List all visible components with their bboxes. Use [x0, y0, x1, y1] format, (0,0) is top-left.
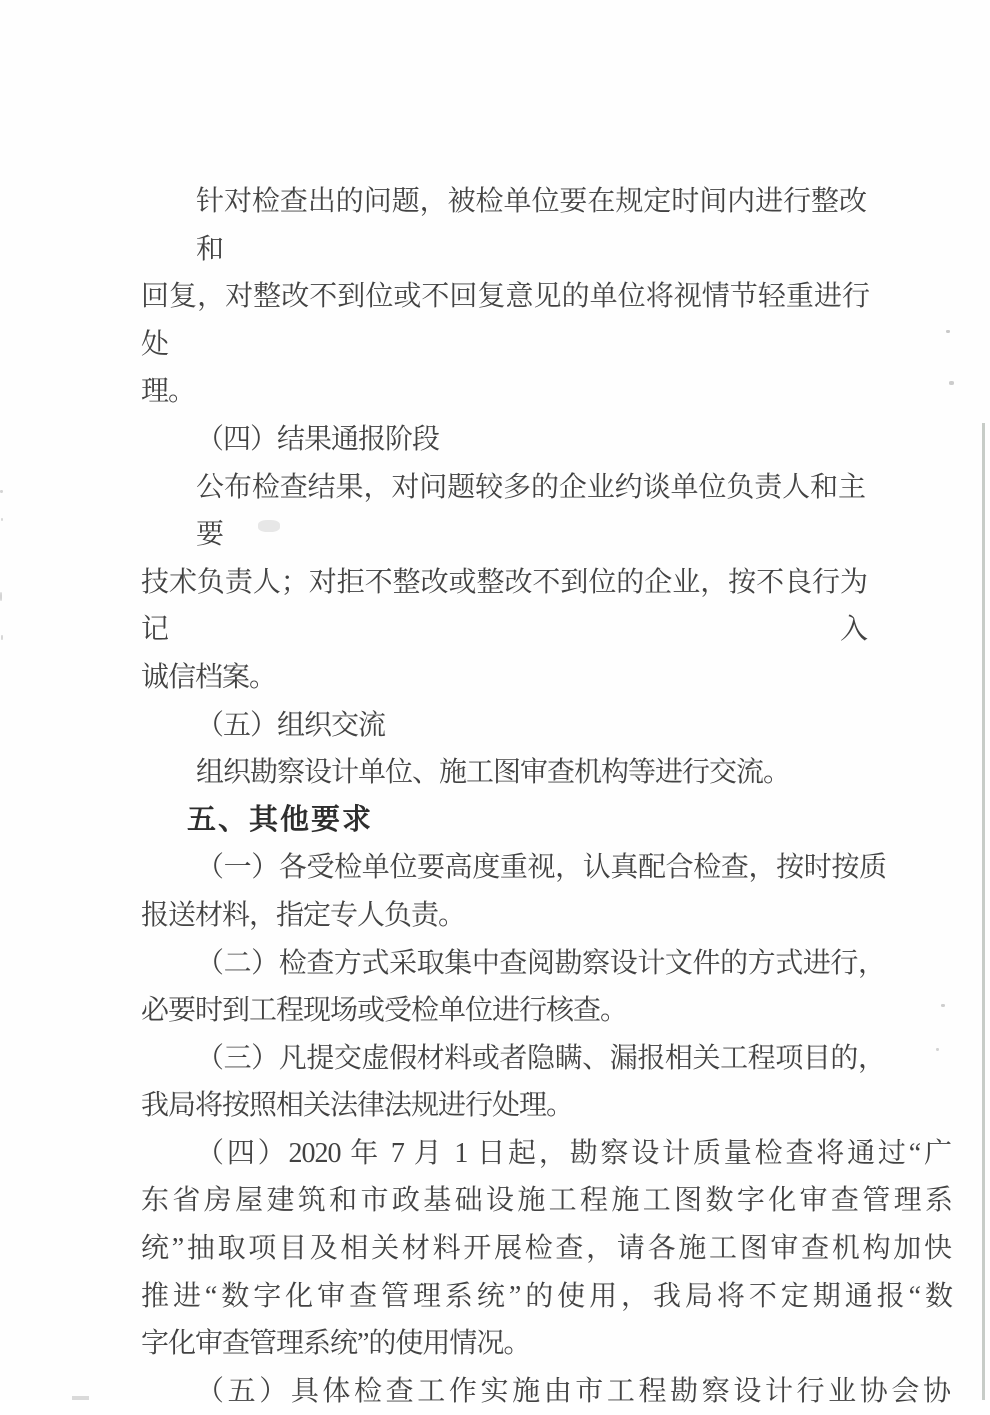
scan-edge-line — [982, 423, 985, 1400]
scan-speck — [0, 490, 3, 493]
text-line: 推进“数字化审查管理系统”的使用，我局将不定期通报“数 — [141, 1280, 952, 1312]
document-body — [141, 178, 956, 1415]
text-line: （四）2020 年 7 月 1 日起，勘察设计质量检查将通过“广 — [196, 1137, 951, 1169]
text-line: （一）各受检单位要高度重视，认真配合检查，按时按质 — [196, 852, 886, 884]
text-line: 我局将按照相关法律法规进行处理。 — [141, 1090, 574, 1122]
text-line: 针对检查出的问题，被检单位要在规定时间内进行整改和 — [196, 186, 866, 265]
text-line: 东省房屋建筑和市政基础设施工程施工图数字化审查管理系 — [141, 1185, 952, 1217]
scan-speck — [941, 1004, 945, 1007]
text-line: 报送材料，指定专人负责。 — [141, 899, 466, 931]
text-line: 组织勘察设计单位、施工图审查机构等进行交流。 — [196, 757, 791, 789]
scan-speck — [258, 520, 280, 532]
scan-speck — [946, 330, 950, 333]
scan-speck — [1, 518, 3, 521]
text-line: 回复，对整改不到位或不回复意见的单位将视情节轻重进行处 — [141, 281, 869, 360]
scan-speck — [949, 381, 954, 385]
scan-speck — [936, 1048, 939, 1051]
scan-mark — [72, 1396, 89, 1400]
text-line: 必要时到工程现场或受检单位进行核查。 — [141, 995, 628, 1027]
scan-speck — [1, 635, 3, 640]
text-line: 技术负责人；对拒不整改或整改不到位的企业，按不良行为记入 — [141, 566, 867, 646]
text-line: 公布检查结果，对问题较多的企业约谈单位负责人和主要 — [196, 471, 865, 551]
text-line: 字化审查管理系统”的使用情况。 — [141, 1328, 531, 1360]
section-heading: 五、其他要求 — [187, 803, 374, 836]
text-line: （四）结果通报阶段 — [196, 423, 440, 455]
text-line: （二）检查方式采取集中查阅勘察设计文件的方式进行， — [196, 947, 885, 979]
text-line: 诚信档案。 — [141, 661, 277, 693]
text-line: 理。 — [141, 376, 196, 408]
text-line: （三）凡提交虚假材料或者隐瞒、漏报相关工程项目的， — [196, 1042, 885, 1074]
text-line: （五）具体检查工作实施由市工程勘察设计行业协会协 — [196, 1375, 950, 1407]
text-line: 统”抽取项目及相关材料开展检查，请各施工图审查机构加快 — [141, 1233, 951, 1265]
text-line: （五）组织交流 — [196, 709, 386, 741]
scan-speck — [0, 592, 2, 601]
